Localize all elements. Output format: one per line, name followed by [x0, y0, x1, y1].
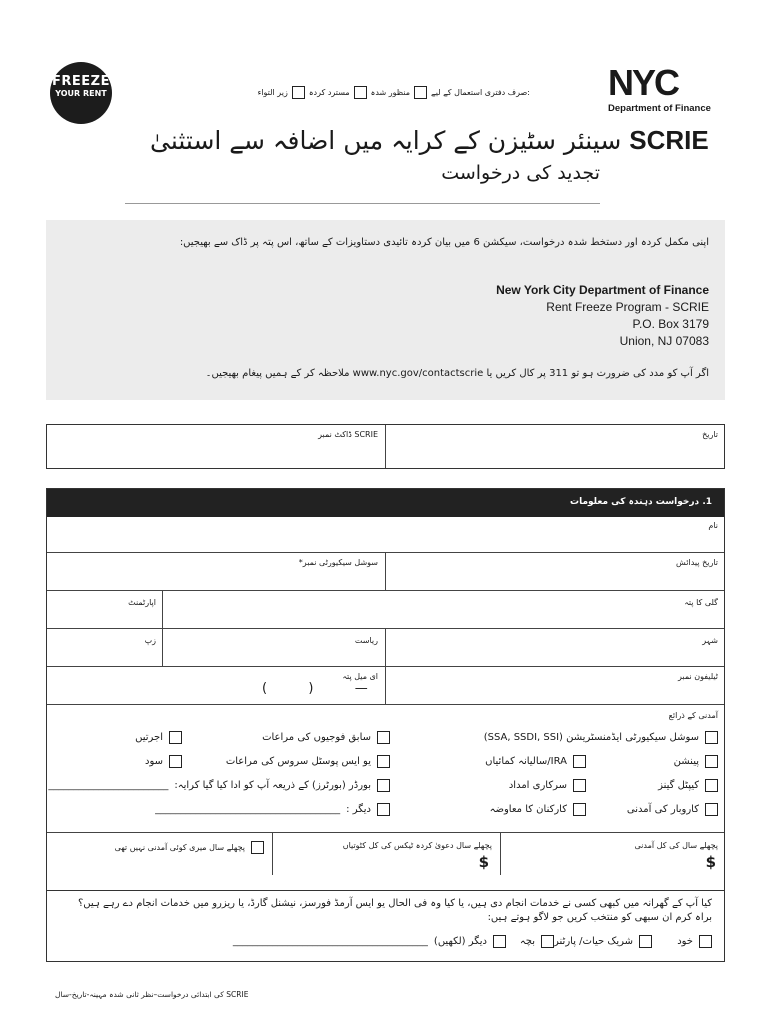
mailing-address: New York City Department of Finance Rent Freeze Program - SCRIE P.O. Box 3179 Union, NJ 07083	[496, 283, 709, 348]
scrie-case-label: SCRIE ڈاکٹ نمبر	[318, 430, 378, 439]
military-spouse-checkbox[interactable]	[639, 935, 652, 948]
apt-label: اپارٹمنٹ	[128, 598, 156, 607]
section1-header: 1. درخواست دہندہ کی معلومات	[47, 489, 724, 517]
street-label: گلی کا پتہ	[684, 598, 718, 607]
no-income-label: پچھلے سال میری کوئی آمدنی نہیں تھی	[114, 843, 245, 852]
mailing-info-box	[46, 220, 725, 400]
military-box	[46, 890, 725, 962]
nyc-dof-logo: NYC Department of Finance	[608, 62, 711, 114]
total-income-label: پچھلے سال کی کل آمدنی	[634, 841, 718, 850]
office-use-label: صرف دفتری استعمال کے لیے:	[431, 88, 530, 97]
city-label: شہر	[702, 636, 718, 645]
interest-label: سود	[145, 756, 163, 767]
military-spouse-label: شریک حیات/ پارٹنر	[554, 936, 633, 947]
phone-email-row	[47, 667, 724, 705]
pension-label: پینشن	[673, 756, 699, 767]
military-self-checkbox[interactable]	[699, 935, 712, 948]
street-apt-row	[47, 591, 724, 629]
military-other-line[interactable]: _______________________________________	[232, 936, 428, 947]
wages-label: اجرتیں	[135, 732, 163, 743]
other-income-line[interactable]: _____________________________________	[155, 804, 341, 815]
military-child-checkbox[interactable]	[541, 935, 554, 948]
ssn-label: سوشل سیکیورٹی نمبر*	[298, 558, 378, 567]
help-text: اگر آپ کو مدد کی ضرورت ہو تو 311 پر کال کریں یا www.nyc.gov/contactscrie ملاحظہ کر کے ہمیں پیغام بھیجیں۔	[205, 368, 709, 379]
form-footer: SCRIE کی ابتدائی درخواست–نظر ثانی شدہ مہینہ-تاریخ-سال	[55, 990, 249, 999]
public-assist-checkbox[interactable]	[573, 779, 586, 792]
capital-checkbox[interactable]	[705, 779, 718, 792]
public-assist-label: سرکاری امداد	[508, 780, 567, 791]
boarders-label: بورڈر (بورٹرز) کے ذریعہ آپ کو ادا کیا گیا کرایہ:	[174, 780, 371, 791]
title-divider	[125, 203, 600, 204]
title-acronym: SCRIE	[629, 125, 709, 155]
income-totals-row	[47, 833, 724, 875]
total-income-dollar[interactable]: $	[705, 853, 716, 871]
wages-checkbox[interactable]	[169, 731, 182, 744]
state-label: ریاست	[354, 636, 378, 645]
other-income-checkbox[interactable]	[377, 803, 390, 816]
rejected-label: مسترد کردہ	[308, 88, 350, 97]
interest-checkbox[interactable]	[169, 755, 182, 768]
ira-checkbox[interactable]	[573, 755, 586, 768]
military-child-label: بچہ	[519, 936, 535, 947]
usps-label: یو ایس پوسٹل سروس کی مراعات	[225, 756, 371, 767]
dob-label: تاریخ پیدائش	[676, 558, 718, 567]
military-self-label: خود	[677, 936, 693, 947]
page-title	[150, 125, 709, 156]
business-label: کاروبار کی آمدنی	[626, 804, 699, 815]
approved-label: منظور شدہ	[370, 88, 411, 97]
workers-comp-checkbox[interactable]	[573, 803, 586, 816]
phone-format: ( ) —	[262, 681, 368, 696]
taxes-dollar[interactable]: $	[478, 853, 489, 871]
veterans-checkbox[interactable]	[377, 731, 390, 744]
name-label: نام	[708, 521, 718, 530]
taxes-label: پچھلے سال دعویٰ کردہ ٹیکس کی کل کٹوتیاں	[342, 841, 492, 850]
name-row[interactable]	[47, 517, 724, 553]
boarders-amount-line[interactable]: ________________________	[48, 780, 169, 791]
title-urdu: سینئر سٹیزن کے کرایہ میں اضافہ سے استثنیٰ	[150, 126, 622, 155]
boarders-checkbox[interactable]	[377, 779, 390, 792]
ss-checkbox[interactable]	[705, 731, 718, 744]
veterans-label: سابق فوجیوں کی مراعات	[262, 732, 371, 743]
workers-comp-label: کارکنان کا معاوضہ	[489, 804, 567, 815]
approved-checkbox[interactable]	[414, 86, 427, 99]
income-sources-row	[47, 705, 724, 833]
freeze-your-rent-logo: FREEZE YOUR RENT	[50, 62, 112, 124]
city-state-zip-row	[47, 629, 724, 667]
dob-ssn-row	[47, 553, 724, 591]
email-label: ای میل پتہ	[342, 672, 378, 681]
pension-checkbox[interactable]	[705, 755, 718, 768]
capital-label: کیپٹل گینز	[658, 780, 699, 791]
military-question: کیا آپ کے گھرانہ میں کبھی کسی نے خدمات انجام دی ہیں، یا کیا وہ فی الحال یو ایس آرمڈ فورسز، نیشنل گارڈ، یا ریزرو میں خدمات انجام دے رہے ہیں؟ براہ کرم ان سبھی کو منتخب کریں جو لاگو ہوتے ہیں:	[78, 898, 712, 923]
rejected-checkbox[interactable]	[354, 86, 367, 99]
pending-label: زیر التواء	[257, 88, 288, 97]
office-use-row	[200, 86, 530, 99]
no-income-checkbox[interactable]	[251, 841, 264, 854]
mail-instruction: اپنی مکمل کردہ اور دستخط شدہ درخواست، سیکشن 6 میں بیان کردہ تائیدی دستاویزات کے ساتھ، اس پتہ پر ڈاک سے بھیجیں:	[179, 237, 709, 248]
zip-label: زپ	[144, 636, 156, 645]
ira-label: IRA/سالیانہ کمائیاں	[485, 756, 567, 767]
phone-label: ٹیلیفون نمبر	[678, 672, 718, 681]
military-other-checkbox[interactable]	[493, 935, 506, 948]
pending-checkbox[interactable]	[292, 86, 305, 99]
office-fields-box	[46, 424, 725, 469]
ss-label: سوشل سیکیورٹی ایڈمنسٹریشن (SSA, SSDI, SSI)	[483, 732, 699, 743]
date-label: تاریخ	[702, 430, 718, 439]
income-sources-label: آمدنی کے ذرائع	[668, 711, 718, 720]
page-subtitle: تجدید کی درخواست	[441, 162, 600, 184]
business-checkbox[interactable]	[705, 803, 718, 816]
usps-checkbox[interactable]	[377, 755, 390, 768]
other-income-label: دیگر :	[346, 804, 371, 815]
military-other-label: دیگر (لکھیں)	[433, 936, 487, 947]
